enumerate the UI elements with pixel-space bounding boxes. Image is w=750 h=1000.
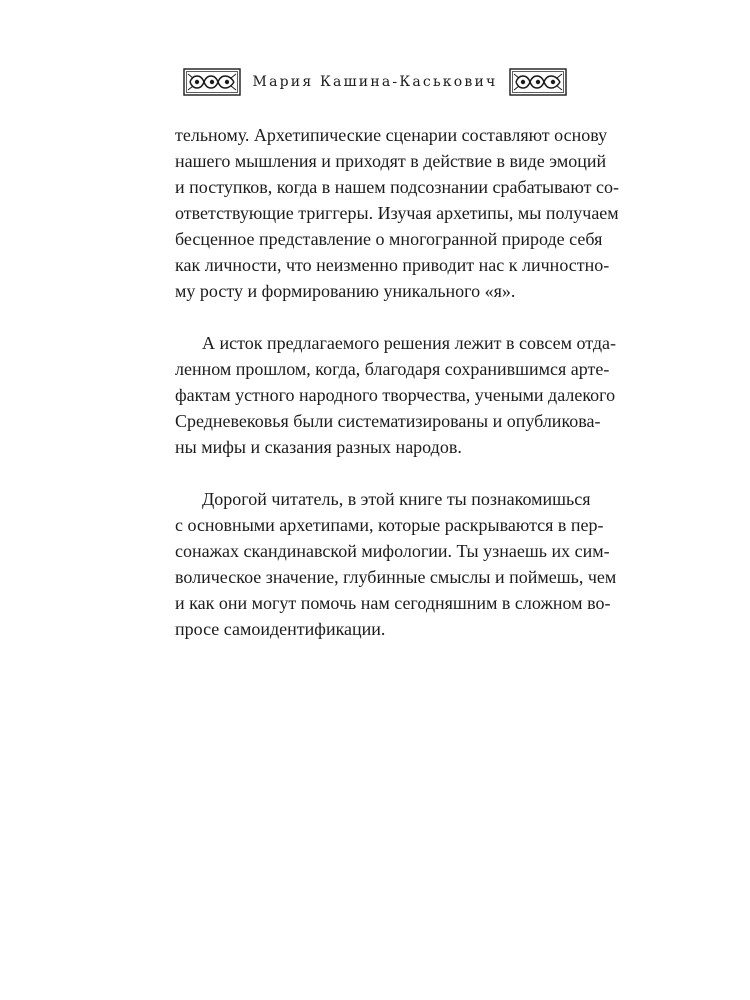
text-line: му росту и формированию уникального «я». <box>175 281 516 301</box>
paragraph <box>175 330 616 460</box>
text-line: с основными архетипами, которые раскрываются в пер- <box>175 515 604 535</box>
knotwork-ornament-icon <box>183 68 241 96</box>
text-line: и как они могут помочь нам сегодняшним в сложном во- <box>175 593 611 613</box>
text-line: сонажах скандинавской мифологии. Ты узнаешь их сим- <box>175 541 610 561</box>
paragraph <box>175 122 619 304</box>
text-line: ленном прошлом, когда, благодаря сохранившимся арте- <box>175 359 610 379</box>
running-header <box>0 66 750 98</box>
text-line: фактам устного народного творчества, учеными далекого <box>175 385 616 405</box>
text-line: нашего мышления и приходят в действие в виде эмоций <box>175 151 607 171</box>
text-line: и поступков, когда в нашем подсознании срабатывают со- <box>175 177 619 197</box>
knotwork-ornament-icon <box>509 68 567 96</box>
text-line: просе самоидентификации. <box>175 619 386 639</box>
text-line: Дорогой читатель, в этой книге ты познакомишься <box>202 489 591 509</box>
header-author-name: Мария Кашина-Каськович <box>252 74 498 90</box>
paragraph <box>175 486 617 642</box>
text-line: как личности, что неизменно приводит нас к личностно- <box>175 255 610 275</box>
text-line: А исток предлагаемого решения лежит в совсем отда- <box>202 333 616 353</box>
text-line: бесценное представление о многогранной природе себя <box>175 229 603 249</box>
text-line: ны мифы и сказания разных народов. <box>175 437 462 457</box>
text-line: ответствующие триггеры. Изучая архетипы, мы получаем <box>175 203 619 223</box>
text-line: тельному. Архетипические сценарии составляют основу <box>175 125 608 145</box>
text-line: волическое значение, глубинные смыслы и поймешь, чем <box>175 567 617 587</box>
page-body <box>175 122 619 642</box>
text-line: Средневековья были систематизированы и опубликова- <box>175 411 601 431</box>
